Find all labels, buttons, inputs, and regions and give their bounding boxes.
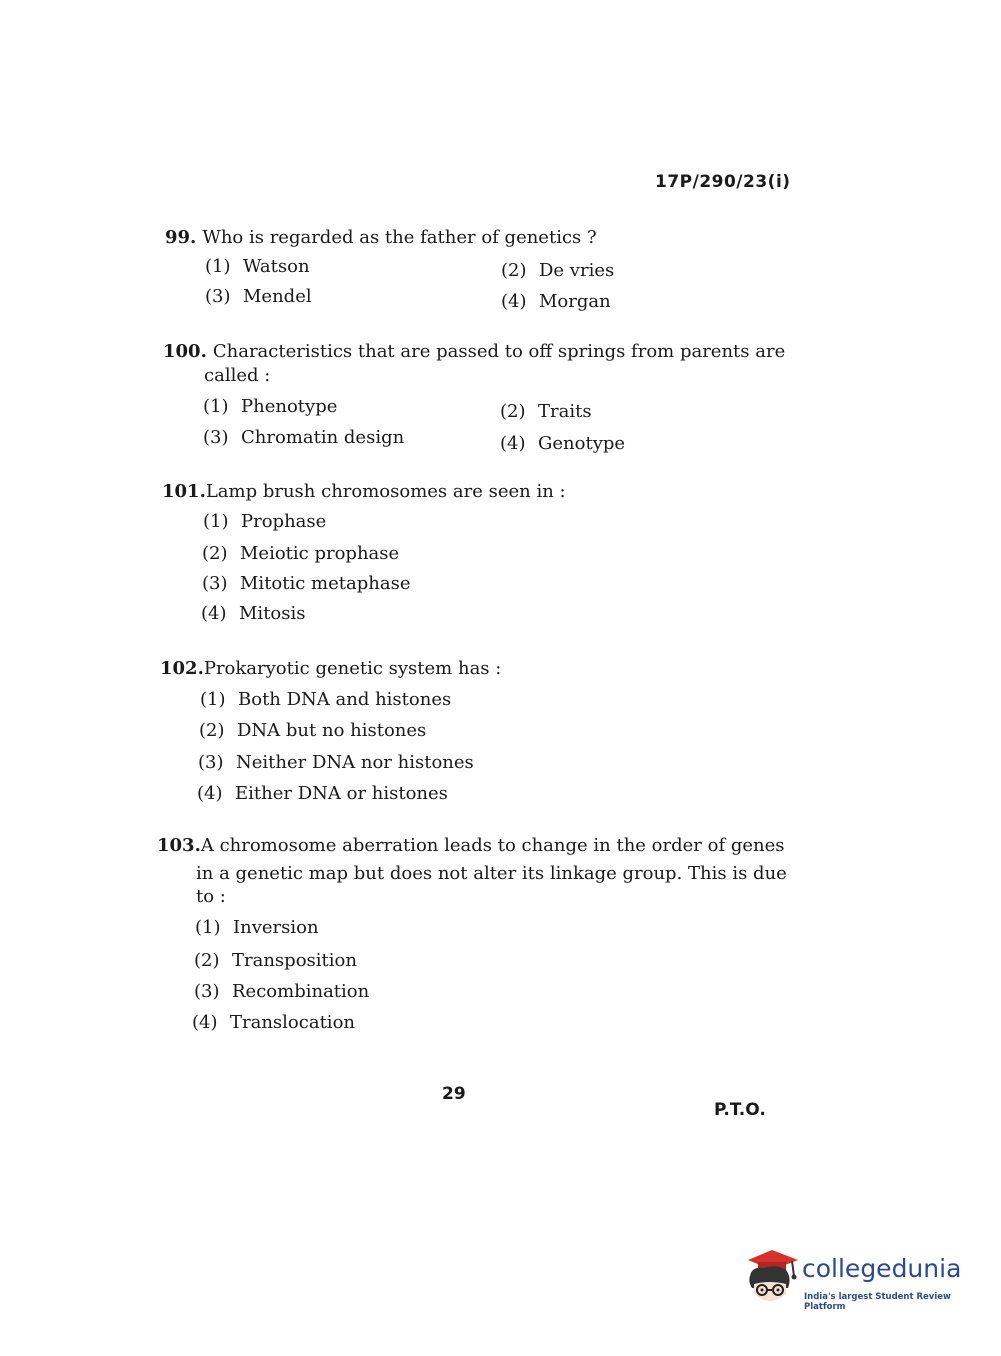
- option: (4) Genotype: [500, 433, 626, 454]
- question-text: Characteristics that are passed to off springs from parents are: [212, 341, 786, 362]
- question-text: A chromosome aberration leads to change in the order of genes: [200, 835, 785, 856]
- question-text-continued: called :: [204, 365, 271, 386]
- option: (3) Mitotic metaphase: [202, 573, 411, 594]
- question-text-continued: to :: [196, 886, 226, 907]
- option: (2) Meiotic prophase: [202, 543, 400, 564]
- option: (2) Transposition: [194, 950, 357, 971]
- option: (1) Prophase: [203, 511, 327, 532]
- option: (2) De vries: [501, 260, 615, 281]
- option: (1) Both DNA and histones: [200, 689, 452, 710]
- pto-label: P.T.O.: [714, 1100, 766, 1120]
- question-stem: [160, 657, 501, 681]
- question-number: 103.: [157, 835, 201, 856]
- option: (4) Morgan: [501, 291, 611, 312]
- question-text: Prokaryotic genetic system has :: [203, 658, 502, 679]
- option: (3) Neither DNA nor histones: [198, 752, 474, 773]
- option: (2) Traits: [500, 401, 592, 422]
- option: (4) Mitosis: [201, 603, 306, 624]
- graduate-mascot-icon: [742, 1248, 802, 1312]
- question-number: 102.: [160, 658, 204, 679]
- question-stem: [165, 226, 597, 250]
- question-stem: [163, 340, 785, 364]
- question-number: 99.: [165, 227, 197, 248]
- collegedunia-logo: [742, 1248, 972, 1314]
- option: (3) Chromatin design: [203, 427, 405, 448]
- question-stem: [157, 834, 785, 858]
- option: (1) Phenotype: [203, 396, 338, 417]
- logo-tagline: India's largest Student Review Platform: [804, 1292, 951, 1312]
- option: (3) Mendel: [205, 286, 312, 307]
- page-code: 17P/290/23(i): [655, 172, 791, 192]
- question-text: Lamp brush chromosomes are seen in :: [205, 481, 566, 502]
- option: (4) Translocation: [192, 1012, 355, 1033]
- question-number: 100.: [163, 341, 207, 362]
- option: (3) Recombination: [194, 981, 370, 1002]
- logo-wordmark: collegedunia: [802, 1254, 962, 1283]
- option: (1) Inversion: [195, 917, 319, 938]
- option: (4) Either DNA or histones: [197, 783, 448, 804]
- question-text-continued: in a genetic map but does not alter its linkage group. This is due: [196, 863, 787, 884]
- question-stem: [162, 480, 566, 504]
- question-number: 101.: [162, 481, 206, 502]
- option: (1) Watson: [205, 256, 310, 277]
- page-number: 29: [442, 1084, 466, 1104]
- option: (2) DNA but no histones: [199, 720, 427, 741]
- question-text: Who is regarded as the father of genetics ?: [202, 227, 597, 248]
